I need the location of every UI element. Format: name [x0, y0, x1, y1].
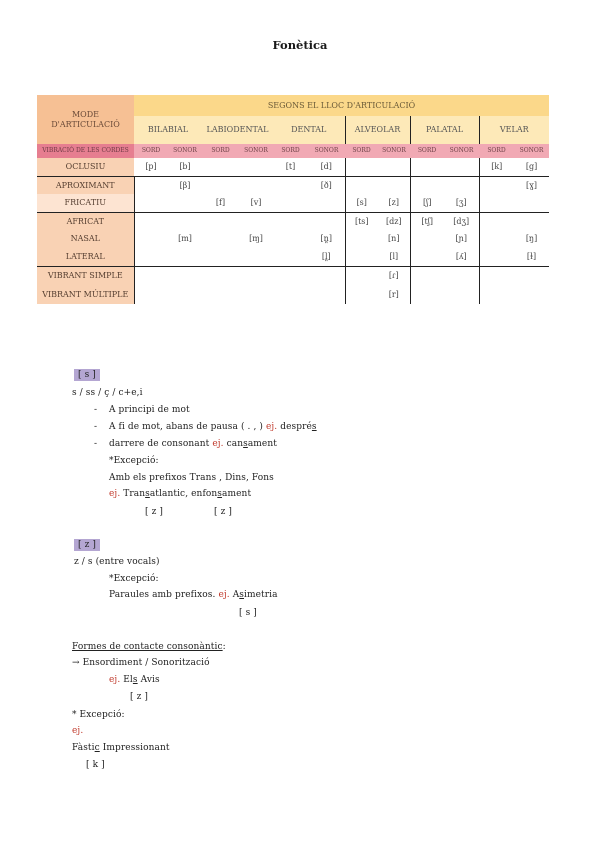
- contact-exception: * Excepció:: [72, 710, 125, 720]
- articulation-table: [37, 95, 549, 304]
- symbol-s: [s]: [345, 194, 378, 212]
- symbol-z: [z]: [388, 198, 399, 208]
- symbol-esh: [ʃ]: [410, 194, 444, 212]
- z-section-label: [ z ]: [74, 541, 100, 550]
- symbol-k: [k]: [479, 158, 514, 176]
- symbol-dz: [dz]: [378, 212, 410, 230]
- symbol-g: [g]: [525, 162, 538, 172]
- symbol-eth: [ð]: [308, 176, 345, 194]
- s-rule-3: darrere de consonant ej. cansament: [109, 439, 277, 449]
- contact-result-1: [ z ]: [130, 692, 148, 702]
- symbol-trill: [r]: [388, 289, 399, 299]
- symbol-dezh: [dʒ]: [444, 212, 479, 230]
- place-dental: DENTAL: [273, 116, 345, 144]
- bullet-dash: -: [94, 439, 98, 449]
- contact-result-2: [ k ]: [86, 760, 105, 770]
- bullet-dash: -: [94, 422, 98, 432]
- place-alveolar: ALVEOLAR: [345, 116, 410, 144]
- voicing-sonor: SONOR: [444, 144, 479, 158]
- s-rule-1: A principi de mot: [109, 405, 190, 415]
- symbol-m: [m]: [178, 234, 192, 244]
- voicing-sonor: SONOR: [239, 144, 273, 158]
- s-result-2: [ z ]: [214, 507, 232, 517]
- voicing-sonor: SONOR: [514, 144, 549, 158]
- z-exception-desc: Paraules amb prefixos. ej. Asimetria: [109, 590, 278, 600]
- vibration-label: VIBRACIÓ DE LES CORDES: [37, 144, 134, 158]
- voicing-sonor: SONOR: [308, 144, 345, 158]
- z-result: [ s ]: [239, 608, 257, 618]
- row-label-aproximant: APROXIMANT: [37, 176, 134, 194]
- place-header: SEGONS EL LLOC D'ARTICULACIÓ: [134, 95, 549, 116]
- voicing-sord: SORD: [479, 144, 514, 158]
- symbol-f: [f]: [215, 198, 226, 208]
- s-exception-example: ej. Transatlantic, enfonsament: [109, 489, 252, 499]
- symbol-labiodental-nasal: [ɱ]: [249, 234, 263, 244]
- s-spellings: s / ss / ç / c+e,i: [72, 388, 143, 398]
- page-title: Fonètica: [272, 38, 328, 52]
- z-exception-title: *Excepció:: [109, 574, 159, 584]
- symbol-n: [n]: [388, 234, 400, 244]
- mode-header: MODE D'ARTICULACIÓ: [37, 95, 134, 144]
- voicing-sord: SORD: [345, 144, 378, 158]
- symbol-dark-l: [ɫ]: [526, 252, 537, 262]
- s-section-label: [ s ]: [74, 371, 100, 380]
- voicing-sonor: SONOR: [378, 144, 410, 158]
- row-label-vibrant-simple: VIBRANT SIMPLE: [37, 266, 134, 285]
- place-labiodental: LABIODENTAL: [202, 116, 273, 144]
- s-result-1: [ z ]: [145, 507, 163, 517]
- symbol-v: [v]: [250, 198, 262, 208]
- symbol-velar-nasal: [ŋ]: [525, 234, 538, 244]
- symbol-ezh: [ʒ]: [455, 198, 467, 208]
- contact-words: Fàstic Impressionant: [72, 743, 170, 753]
- symbol-d: [d]: [320, 162, 332, 172]
- voicing-sord: SORD: [134, 144, 168, 158]
- contact-example: ej. Els Avis: [109, 675, 160, 685]
- symbol-t: [t]: [285, 162, 296, 172]
- s-exception-title: *Excepció:: [109, 456, 159, 466]
- row-label-lateral: LATERAL: [37, 248, 134, 266]
- symbol-ts: [ts]: [345, 212, 378, 230]
- voicing-sord: SORD: [273, 144, 308, 158]
- symbol-gamma: [ɣ]: [514, 176, 549, 194]
- symbol-palatal-nasal: [ɲ]: [455, 234, 467, 244]
- symbol-l: [l]: [389, 252, 399, 262]
- s-rule-2: A fi de mot, abans de pausa ( . , ) ej. després: [109, 422, 317, 432]
- voicing-sord: SORD: [410, 144, 444, 158]
- symbol-palatal-lateral: [ʎ]: [455, 252, 467, 262]
- s-exception-prefixes: Amb els prefixos Trans , Dins, Fons: [109, 473, 274, 483]
- place-bilabial: BILABIAL: [134, 116, 202, 144]
- symbol-p: [p]: [145, 162, 157, 172]
- row-label-nasal: NASAL: [37, 230, 134, 248]
- symbol-b: [b]: [179, 162, 191, 172]
- contact-ej-label: ej.: [72, 726, 84, 736]
- row-label-africat: AFRICAT: [37, 212, 134, 230]
- symbol-dental-nasal: [n̪]: [320, 234, 332, 244]
- symbol-tap: [ɾ]: [378, 266, 410, 285]
- symbol-dental-lateral: [l̪]: [321, 252, 331, 262]
- symbol-tesh: [tʃ]: [410, 212, 444, 230]
- row-label-fricatiu: FRICATIU: [37, 194, 134, 212]
- symbol-beta: [β]: [168, 176, 202, 194]
- voicing-sonor: SONOR: [168, 144, 202, 158]
- contact-arrow-line: → Ensordiment / Sonorització: [72, 658, 210, 668]
- z-rule: z / s (entre vocals): [74, 557, 160, 567]
- place-palatal: PALATAL: [410, 116, 479, 144]
- row-label-vibrant-multiple: VIBRANT MÚLTIPLE: [37, 285, 134, 304]
- row-label-oclusiu: OCLUSIU: [37, 158, 134, 176]
- contact-title: Formes de contacte consonàntic:: [72, 642, 226, 652]
- voicing-sord: SORD: [202, 144, 239, 158]
- bullet-dash: -: [94, 405, 98, 415]
- place-velar: VELAR: [479, 116, 549, 144]
